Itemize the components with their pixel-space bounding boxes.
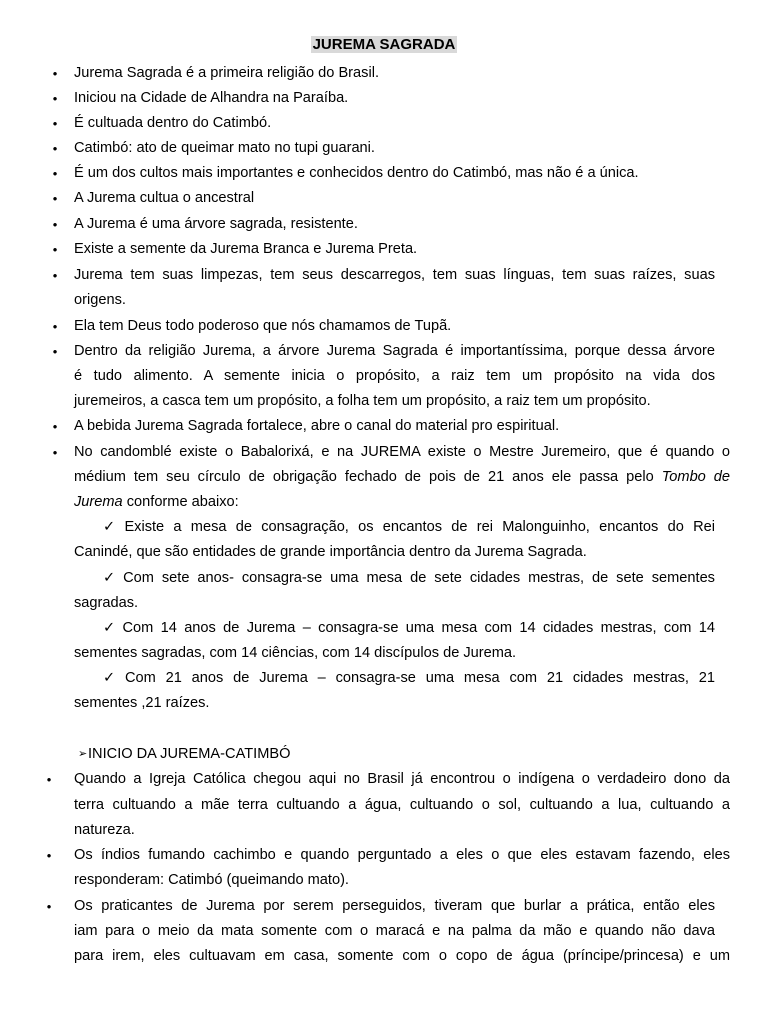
list-item: Existe a semente da Jurema Branca e Jurema Preta. — [74, 241, 418, 257]
bullet-marker: • — [52, 116, 58, 131]
list-item-continuation: iam para o meio da mata somente com o maracá e na palma da mão e quando não dava — [74, 923, 715, 939]
list-item-continuation: responderam: Catimbó (queimando mato). — [74, 872, 349, 888]
check-item-continuation: Canindé, que são entidades de grande importância dentro da Jurema Sagrada. — [74, 544, 587, 560]
list-item: A bebida Jurema Sagrada fortalece, abre o canal do material pro espiritual. — [74, 418, 560, 434]
list-item-continuation: juremeiros, a casca tem um propósito, a folha tem um propósito, a raiz tem um propósito. — [74, 393, 651, 409]
check-item-text: Com sete anos- consagra-se uma mesa de sete cidades mestras, de sete sementes — [123, 570, 715, 586]
check-icon: ✓ — [103, 670, 121, 686]
bullet-marker: • — [46, 848, 52, 863]
list-item: Dentro da religião Jurema, a árvore Jurema Sagrada é importantíssima, porque dessa árvore — [74, 343, 715, 359]
list-item: No candomblé existe o Babalorixá, e na JUREMA existe o Mestre Juremeiro, que é quando o — [74, 444, 730, 460]
bullet-marker: • — [52, 91, 58, 106]
list-item-continuation: é tudo alimento. A semente inicia o propósito, a raiz tem um propósito na vida dos — [74, 368, 715, 384]
list-item-text: médium tem seu círculo de obrigação fechado de pois de 21 anos ele passa pelo — [74, 469, 654, 485]
check-icon: ✓ — [103, 519, 121, 535]
list-item: Os praticantes de Jurema por serem perseguidos, tiveram que burlar a prática, então eles — [74, 898, 715, 914]
list-item: A Jurema cultua o ancestral — [74, 190, 255, 206]
check-item-text: Com 14 anos de Jurema – consagra-se uma mesa com 14 cidades mestras, com 14 — [122, 620, 715, 636]
list-item: É um dos cultos mais importantes e conhecidos dentro do Catimbó, mas não é a única. — [74, 165, 639, 181]
bullet-marker: • — [46, 899, 52, 914]
list-item-continuation: natureza. — [74, 822, 135, 838]
list-item-continuation: para irem, eles cultuavam em casa, somente com o copo de água (príncipe/princesa) e um — [74, 948, 730, 964]
check-item — [103, 616, 715, 641]
bullet-marker: • — [52, 217, 58, 232]
list-item: É cultuada dentro do Catimbó. — [74, 115, 272, 131]
list-item-continuation — [74, 465, 730, 490]
list-item-continuation: terra cultuando a mãe terra cultuando a água, cultuando o sol, cultuando a lua, cultuando a — [74, 797, 730, 813]
bullet-marker: • — [52, 445, 58, 460]
check-item — [103, 666, 715, 691]
document-title: JUREMA SAGRADA — [312, 36, 456, 53]
list-item: A Jurema é uma árvore sagrada, resistente. — [74, 216, 358, 232]
list-item: Catimbó: ato de queimar mato no tupi guarani. — [74, 140, 375, 156]
check-item-continuation: sagradas. — [74, 595, 139, 611]
bullet-marker: • — [52, 141, 58, 156]
list-item-continuation — [74, 490, 715, 515]
check-item-text: Existe a mesa de consagração, os encantos de rei Malonguinho, encantos do Rei — [124, 519, 715, 535]
bullet-marker: • — [52, 344, 58, 359]
bullet-marker: • — [46, 772, 52, 787]
bullet-marker: • — [52, 66, 58, 81]
check-item-text: Com 21 anos de Jurema – consagra-se uma mesa com 21 cidades mestras, 21 — [125, 670, 715, 686]
bullet-marker: • — [52, 191, 58, 206]
bullet-marker: • — [52, 268, 58, 283]
list-item-text: conforme abaixo: — [126, 494, 239, 510]
bullet-marker: • — [52, 319, 58, 334]
italic-text: Tombo de — [661, 469, 731, 485]
bullet-marker: • — [52, 166, 58, 181]
list-item: Iniciou na Cidade de Alhandra na Paraíba. — [74, 90, 349, 106]
list-item: Ela tem Deus todo poderoso que nós chamamos de Tupã. — [74, 318, 452, 334]
list-item: Os índios fumando cachimbo e quando perguntado a eles o que eles estavam fazendo, eles — [74, 847, 730, 863]
list-item: Quando a Igreja Católica chegou aqui no Brasil já encontrou o indígena o verdadeiro dono da — [74, 771, 730, 787]
bullet-marker: • — [52, 242, 58, 257]
check-item — [103, 515, 715, 540]
list-item-continuation: origens. — [74, 292, 126, 308]
check-item-continuation: sementes ,21 raízes. — [74, 695, 210, 711]
check-item-continuation: sementes sagradas, com 14 ciências, com 14 discípulos de Jurema. — [74, 645, 517, 661]
bullet-marker: • — [52, 419, 58, 434]
check-item — [103, 566, 715, 591]
italic-text: Jurema — [74, 494, 123, 510]
list-item: Jurema Sagrada é a primeira religião do Brasil. — [74, 65, 379, 81]
check-icon: ✓ — [103, 620, 119, 636]
arrow-bullet-icon: ➢ — [78, 748, 88, 760]
list-item: Jurema tem suas limpezas, tem seus descarregos, tem suas línguas, tem suas raízes, suas — [74, 267, 715, 283]
check-icon: ✓ — [103, 570, 120, 586]
section-heading: INICIO DA JUREMA-CATIMBÓ — [88, 746, 291, 762]
